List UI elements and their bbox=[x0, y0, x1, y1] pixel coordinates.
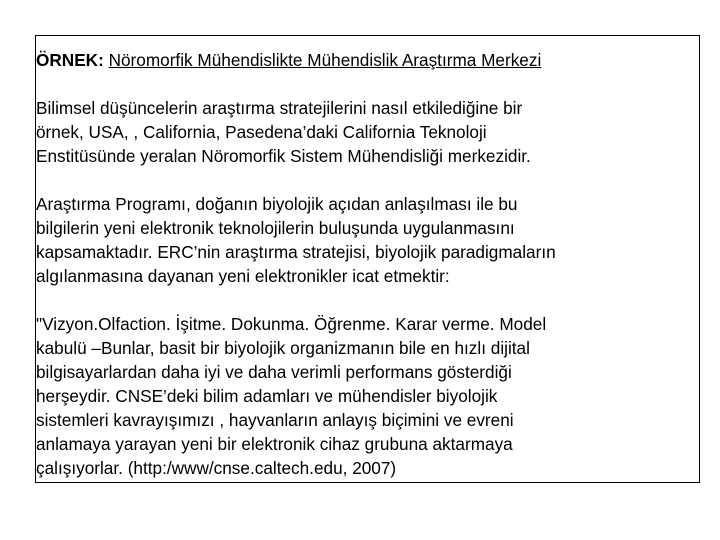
paragraph-2 bbox=[36, 192, 706, 288]
paragraph-3 bbox=[36, 312, 706, 480]
title-text: Nöromorfik Mühendislikte Mühendislik Araştırma Merkezi bbox=[108, 50, 542, 70]
paragraph-line: bilgisayarlardan daha iyi ve daha verimli performans gösterdiği bbox=[36, 362, 512, 382]
paragraph-line: bilgilerin yeni elektronik teknolojilerin buluşunda uygulanmasını bbox=[36, 218, 515, 238]
paragraph-line: algılanmasına dayanan yeni elektronikler icat etmektir: bbox=[36, 266, 450, 286]
title-prefix: ÖRNEK: bbox=[36, 50, 104, 70]
paragraph-line: çalışıyorlar. (http:/www/cnse.caltech.edu, 2007) bbox=[36, 458, 397, 478]
paragraph-line: Enstitüsünde yeralan Nöromorfik Sistem Mühendisliği merkezidir. bbox=[36, 146, 531, 166]
paragraph-line: herşeydir. CNSE’deki bilim adamları ve mühendisler biyolojik bbox=[36, 386, 498, 406]
slide-title bbox=[36, 48, 706, 72]
paragraph-line: kabulü –Bunlar, basit bir biyolojik organizmanın bile en hızlı dijital bbox=[36, 338, 530, 358]
paragraph-line: kapsamaktadır. ERC’nin araştırma stratejisi, biyolojik paradigmaların bbox=[36, 242, 556, 262]
paragraph-line: Araştırma Programı, doğanın biyolojik açıdan anlaşılması ile bu bbox=[36, 194, 518, 214]
paragraph-line: örnek, USA, , California, Pasedena’daki California Teknoloji bbox=[36, 122, 487, 142]
paragraph-line: anlamaya yarayan yeni bir elektronik cihaz grubuna aktarmaya bbox=[36, 434, 513, 454]
paragraph-line: Bilimsel düşüncelerin araştırma stratejilerini nasıl etkilediğine bir bbox=[36, 98, 523, 118]
paragraph-line: sistemleri kavrayışımızı , hayvanların anlayış biçimini ve evreni bbox=[36, 410, 514, 430]
slide-content bbox=[36, 48, 706, 480]
paragraph-line: "Vizyon.Olfaction. İşitme. Dokunma. Öğrenme. Karar verme. Model bbox=[36, 314, 547, 334]
paragraph-1 bbox=[36, 96, 706, 168]
